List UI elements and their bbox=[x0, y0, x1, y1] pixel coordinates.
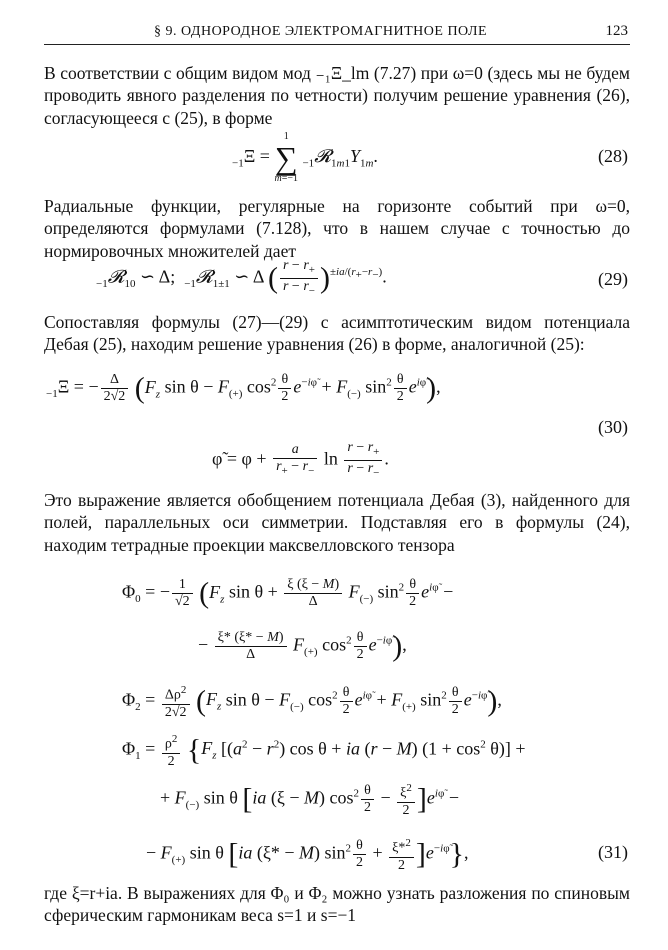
equation-29: $_{-1}$𝓡$_{10}$ ∽ Δ; $_{-1}$𝓡$_{1\pm 1}$ ∽ Δ ( $\frac{r - r_+}{r - r_-}$ )$^{\pm ia/(r_+-r_-)}$. bbox=[96, 258, 387, 297]
equation-31-line-6: − $F_{(+)}$ sin θ [ia (ξ* − M) $\sin^2$ $\frac{\theta}{2}$ + $\frac{\xi*^2}{2}$ ]$e^{-i\varphĩ}$}, bbox=[146, 837, 469, 873]
equation-30-line-1: $_{-1}$Ξ = − $\frac{\Delta}{2√2}$ ($F_z$ $\sin \theta - F_{(+)}$ $\cos^2$ $\frac{\theta}{2}$ $e^{-i\varphĩ} + F_{(-)}$ $\sin^2$ $\frac{\theta}{2}$ $e^{i\varphĩ}$), bbox=[46, 371, 441, 405]
equation-28: $_{-1}$Ξ = 1 ∑ m=−1 $_{-1}𝓡_{1m1}Y_{1m}$. bbox=[232, 131, 378, 184]
equation-number-31: (31) bbox=[598, 842, 628, 862]
equation-number-29: (29) bbox=[598, 269, 628, 289]
paragraph-3: Сопоставляя формулы (27)—(29) с асимптотическим видом потенциала Дебая (25), находим решение уравнения (26) в форме, аналогичной (25): bbox=[44, 312, 630, 355]
paragraph-2: Радиальные функции, регулярные на горизонте событий при ω=0, определяются формулами (7.128), что в нашем случае с точностью до нормировочных множителей дает bbox=[44, 196, 630, 261]
equation-30-line-2: φ̃ = φ + $\frac{a}{r_+ - r_-}$ ln $\frac{r - r_+}{r - r_-}$ . bbox=[212, 440, 389, 479]
equation-number-30: (30) bbox=[598, 417, 628, 437]
running-title: § 9. ОДНОРОДНОЕ ЭЛЕКТРОМАГНИТНОЕ ПОЛЕ bbox=[154, 24, 488, 39]
equation-number-28: (28) bbox=[598, 146, 628, 166]
equation-31-line-1: $\Phi_0$ = − $\frac{1}{√2}$ ($F_z$ sin θ + $\frac{\xi (\xi - M)}{\Delta}$ $F_{(-)}$ $\sin^2$ $\frac{\theta}{2}$ $e^{i\varphĩ}$ − bbox=[122, 576, 454, 610]
paragraph-1: В соответствии с общим видом мод ₋₁Ξ_lm (7.27) при ω=0 (здесь мы не будем проводить явного разделения по четности) получим решение уравнения (26), согласующееся с (25), в форме bbox=[44, 63, 630, 128]
equation-31-line-3: $\Phi_2$ = $\frac{\Delta\rho^2}{2√2}$ ($F_z$ $\sin \theta - F_{(-)}$ $\cos^2$ $\frac{\theta}{2}$ $e^{i\varphĩ} + F_{(+)}$ $\sin^2$ $\frac{\theta}{2}$ $e^{-i\varphĩ}$), bbox=[122, 684, 502, 720]
page-number: 123 bbox=[605, 23, 628, 39]
paragraph-4: Это выражение является обобщением потенциала Дебая (3), найденного для полей, параллельных оси симметрии. Подставляя его в формулы (24), находим тетрадные проекции максвелловского тензора bbox=[44, 490, 630, 555]
equation-31-line-2: − $\frac{\xi* (\xi* - M)}{\Delta}$ $F_{(+)}$ $\cos^2$ $\frac{\theta}{2}$ $e^{-i\varphĩ}$), bbox=[198, 629, 407, 663]
running-header bbox=[44, 22, 630, 45]
equation-31-line-5: + $F_{(-)}$ sin θ [ia (ξ − M) $\cos^2$ $\frac{\theta}{2}$ − $\frac{\xi^2}{2}$ ]$e^{i\varphĩ}$ − bbox=[160, 782, 459, 818]
paragraph-5: где ξ=r+ia. В выражениях для Φ₀ и Φ₂ можно узнать разложения по спиновым сферическим гармоникам веса s=1 и s=−1 bbox=[44, 883, 630, 926]
equation-31-line-4: $\Phi_1$ = $\frac{\rho^2}{2}$ {$F_z$ [$(a^2 - r^2)$ cos θ + ia (r − M) $(1 + \cos^2 \theta)$] + bbox=[122, 733, 526, 769]
